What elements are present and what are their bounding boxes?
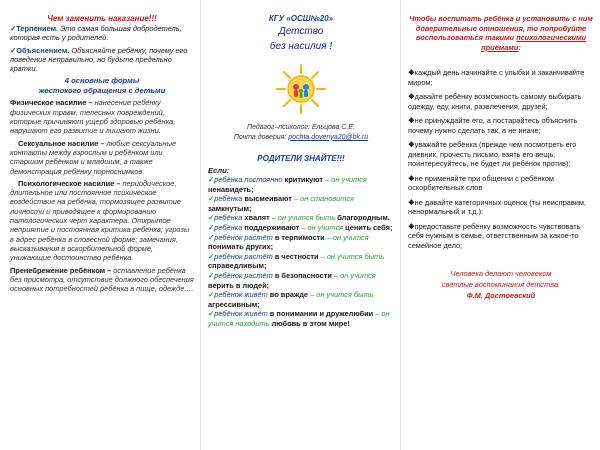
- rule-middle: – он учится быть: [308, 290, 374, 300]
- diamond-bullet-icon: ❖: [408, 68, 415, 78]
- sexual-text: любые сексуальные контакты между взрослым и ребёнком или старшим ребёнком и младшим, а также демонстрация ребёнку порноснимков.: [10, 138, 177, 176]
- physical-violence-block: [10, 98, 194, 135]
- parent-rule-line: [208, 290, 394, 309]
- psych-violence-block: [10, 179, 194, 263]
- rule-keyword: в понимании и дружелюбии: [269, 309, 374, 319]
- checkmark-icon: ✓: [208, 213, 215, 223]
- patience-term: Терпением.: [16, 24, 59, 33]
- tip-text: давайте ребёнку возможность самому выбирать одежду, еду, книги, развлечения, друзей;: [408, 92, 582, 111]
- email-link[interactable]: pochta.doveriya20@bk.ru: [288, 133, 369, 141]
- checkmark-icon: ✓: [208, 175, 215, 184]
- tip-item: [408, 222, 594, 251]
- parent-rule-line: [208, 213, 394, 223]
- tip-text: не принуждайте его, а постарайтесь объяснить почему нужно сделать так, а не иначе;: [408, 116, 578, 135]
- column-center: [200, 0, 400, 450]
- rule-keyword: в терпимости: [274, 232, 325, 242]
- rule-result: понимать других;: [208, 242, 274, 252]
- sun-family-icon: [273, 61, 329, 117]
- intro-underlined: психологическими приёмами: [481, 33, 586, 52]
- rule-keyword: во вражде: [269, 290, 309, 300]
- rule-prefix: ребёнок растёт: [214, 270, 275, 280]
- rule-middle: – он учится находить: [208, 309, 390, 328]
- parents-heading: РОДИТЕЛИ ЗНАЙТЕ!!!: [257, 154, 345, 163]
- parent-rule-line: [208, 194, 394, 213]
- replace-punishment-heading: Чем заменить наказание!!!: [47, 14, 157, 23]
- diamond-bullet-icon: ❖: [408, 173, 415, 183]
- neglect-text: оставление ребёнка без присмотра, отсутствие должного обеспечения основных потребностей ребёнка в пище, одежде,…: [10, 265, 194, 294]
- checkmark-icon: ✓: [208, 232, 215, 242]
- neglect-block: [10, 266, 194, 294]
- checkmark-icon: ✓: [208, 222, 215, 232]
- rule-keyword: хвалят: [244, 213, 270, 223]
- rule-prefix: ребёнка постоянно: [214, 175, 285, 184]
- psych-term: Психологическое насилие –: [18, 178, 121, 188]
- parent-rule-line: [208, 223, 394, 233]
- rule-prefix: ребёнок живёт: [214, 309, 270, 319]
- tip-item: [408, 116, 594, 135]
- rule-keyword: поддерживают: [244, 222, 300, 232]
- rule-middle: – он учится быть: [269, 213, 338, 223]
- checkmark-icon: ✓: [208, 194, 215, 204]
- column-left: [0, 0, 200, 450]
- rule-prefix: ребёнок растёт: [214, 251, 275, 261]
- rule-result: благородным.: [337, 213, 390, 223]
- rule-middle: – он учится: [331, 270, 376, 280]
- forms-heading-line1: 4 основные формы: [64, 76, 140, 86]
- explain-text: Объясняйте ребёнку, почему его поведение неправильно, но будьте предельно кратки.: [10, 45, 188, 74]
- parent-rule-line: [208, 233, 394, 252]
- rule-middle: – он учится: [323, 175, 367, 184]
- rule-prefix: ребёнка: [214, 222, 245, 232]
- patience-text: Это самая большая добродетель, которая есть у родителей.: [10, 24, 182, 43]
- diamond-bullet-icon: ❖: [408, 197, 415, 207]
- checkmark-icon: ✓: [10, 24, 17, 33]
- checkmark-icon: ✓: [208, 251, 215, 261]
- parent-rule-line: [208, 309, 394, 328]
- tips-list: [408, 68, 594, 250]
- tip-text: предоставьте ребёнку возможность чувствовать себя нужным в семье, ответственным за какое-то семейное дело;: [408, 221, 581, 250]
- brochure-title-line1: Детство: [278, 26, 324, 37]
- rule-prefix: ребёнок растёт: [214, 232, 275, 242]
- explain-term: Объяснением.: [16, 45, 70, 55]
- rule-result: справедливым;: [208, 261, 267, 271]
- rule-prefix: ребёнок живёт: [214, 290, 270, 300]
- tip-text: не давайте категоричных оценок (ты неисправим, ненормальный и т.д.);: [408, 197, 586, 217]
- quote-author: Ф.М. Достоевский: [466, 291, 536, 301]
- parent-rules-list: [208, 175, 394, 329]
- tip-item: [408, 68, 594, 87]
- rule-keyword: критикуют: [284, 175, 324, 184]
- explain-item: [10, 46, 194, 74]
- parent-rule-line: [208, 271, 394, 290]
- rule-keyword: в безопасности: [274, 270, 332, 280]
- rule-middle: – он становится: [291, 194, 355, 204]
- rule-result: ценить себя;: [345, 222, 393, 232]
- diamond-bullet-icon: ❖: [408, 221, 415, 231]
- rule-result: любовь в этом мире!: [271, 318, 350, 328]
- email-line: [208, 133, 394, 143]
- tip-text: уважайте ребёнка (прежде чем посмотреть его дневник, прочесть письмо, взять его вещь, поинтересуйтесь, не будет ли ребёнок против);: [408, 140, 577, 169]
- forms-heading-line2: жестокого обращения с детьми: [38, 86, 166, 96]
- sexual-violence-block: [10, 139, 194, 176]
- email-label: Почта доверия:: [233, 133, 289, 141]
- physical-term: Физическое насилие –: [10, 98, 93, 108]
- column-right: [400, 0, 600, 450]
- checkmark-icon: ✓: [208, 309, 215, 319]
- physical-text: нанесение ребёнку физических травм, телесных повреждений, которые причиняют ущерб здоровью ребёнка, нарушают его развитие и лишают жизни.: [10, 98, 176, 136]
- brochure-title-line2: без насилия !: [269, 41, 333, 52]
- tip-text: каждый день начинайте с улыбки и заканчивайте миром;: [408, 68, 585, 87]
- rule-keyword: высмеивают: [244, 194, 292, 204]
- rule-middle: – он учится: [324, 232, 369, 242]
- tip-item: [408, 198, 594, 217]
- quote-line1: Человека делают человеком: [450, 269, 552, 279]
- tip-item: [408, 92, 594, 111]
- rule-keyword: в честности: [274, 251, 319, 261]
- org-name: КГУ «ОСШ№20»: [268, 14, 334, 23]
- tip-text: не применяйте при общении с ребёнком оскорбительных слов: [408, 173, 554, 193]
- psych-text: периодическое, длительное или постоянное психическое воздействие на ребёнка, тормозящее развитие личности и приводящее к формированию патологических черт характера. Открытое неприятие и постоянная критика ребёнка; угрозы в адрес ребёнка в словесной форме; замечания, высказывания в оскорбительной форме, унижающие достоинство ребёнка.: [10, 178, 190, 263]
- rule-result: замкнутым;: [208, 203, 252, 213]
- tip-item: [408, 174, 594, 193]
- quote-line2: светлые воспоминания детства.: [441, 280, 561, 290]
- checkmark-icon: ✓: [208, 290, 215, 300]
- parent-rule-line: [208, 252, 394, 271]
- rule-result: верить в людей;: [208, 280, 270, 290]
- rule-result: агрессивным;: [208, 299, 260, 309]
- if-label: Если:: [208, 166, 230, 175]
- rule-prefix: ребёнка: [214, 213, 245, 223]
- psychologist-line: Педагог–психолог: Ельцова С.Е.: [247, 124, 355, 131]
- diamond-bullet-icon: ❖: [408, 140, 415, 150]
- tip-item: [408, 140, 594, 169]
- tips-intro-text: Чтобы воспитать ребёнка и установить с ним доверительные отношения, то попробуйте воспользоваться такими психологическими приёмами:: [409, 14, 593, 52]
- rule-middle: – он учится: [299, 222, 346, 232]
- quote: [408, 268, 594, 301]
- tips-intro: [408, 14, 594, 52]
- diamond-bullet-icon: ❖: [408, 92, 415, 102]
- rule-middle: – он учится быть: [318, 251, 385, 261]
- checkmark-icon: ✓: [208, 270, 215, 280]
- parent-rule-line: [208, 175, 394, 194]
- checkmark-icon: ✓: [10, 45, 17, 55]
- rule-prefix: ребёнка: [214, 194, 245, 204]
- diamond-bullet-icon: ❖: [408, 116, 415, 126]
- sexual-term: Сексуальное насилие –: [18, 138, 105, 148]
- patience-item: [10, 24, 194, 43]
- rule-result: ненавидеть;: [208, 184, 254, 194]
- neglect-term: Пренебрежение ребёнком –: [10, 265, 112, 275]
